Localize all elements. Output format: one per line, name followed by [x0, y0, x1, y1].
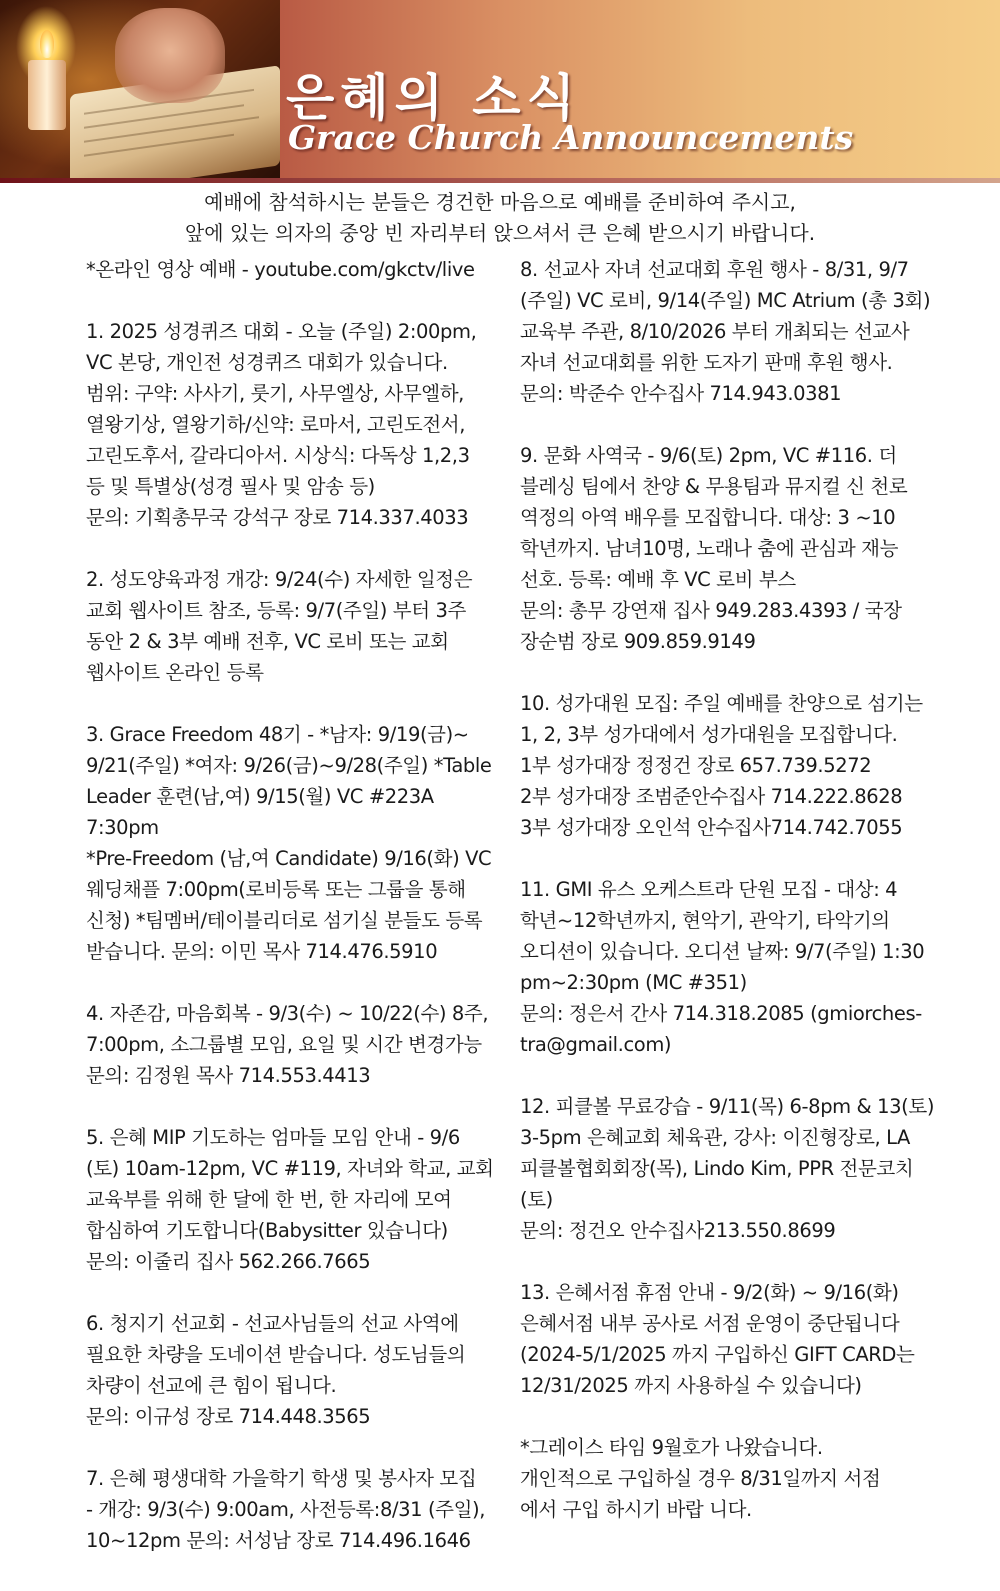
- page-title: 은혜의 소식: [286, 69, 581, 127]
- announcement-10: 10. 성가대원 모집: 주일 예배를 찬양으로 섬기는 1, 2, 3부 성가대에서 성가대원을 모집합니다. 1부 성가대장 정정건 장로 657.739.5272 2부 성가대장 조범준안수집사 714.222.8628 3부 성가대장 오인석 안수집사714.742.7055: [520, 692, 923, 839]
- candle-flame: [40, 30, 54, 58]
- announcement-5: 5. 은혜 MIP 기도하는 엄마들 모임 안내 - 9/6 (토) 10am-12pm, VC #119, 자녀와 학교, 교회 교육부를 위해 한 달에 한 번, 한 자리에 모여 합심하여 기도합니다(Babysitter 있습니다) 문의: 이줄리 집사 562.266.7665: [86, 1126, 494, 1273]
- intro-line-1: 예배에 참석하시는 분들은 경건한 마음으로 예배를 준비하여 주시고,: [204, 190, 796, 214]
- announcement-4: 4. 자존감, 마음회복 - 9/3(수) ~ 10/22(수) 8주, 7:00pm, 소그룹별 모임, 요일 및 시간 변경가능 문의: 김정원 목사 714.553.4413: [86, 1002, 489, 1087]
- intro-line-2: 앞에 있는 의자의 중앙 빈 자리부터 앉으셔서 큰 은혜 받으시기 바랍니다.: [184, 221, 816, 245]
- announcement-6: 6. 청지기 선교회 - 선교사님들의 선교 사역에 필요한 차량을 도네이션 받습니다. 성도님들의 차량이 선교에 큰 힘이 됩니다. 문의: 이규성 장로 714.448.3565: [86, 1312, 466, 1428]
- announcement-13: 13. 은혜서점 휴점 안내 - 9/2(화) ~ 9/16(화) 은혜서점 내부 공사로 서점 운영이 중단됩니다 (2024-5/1/2025 까지 구입하신 GIFT CARD는 12/31/2025 까지 사용하실 수 있습니다): [520, 1281, 915, 1397]
- header-banner: [0, 0, 1000, 178]
- header-photo: [0, 0, 280, 178]
- announcement-2: 2. 성도양육과정 개강: 9/24(수) 자세한 일정은 교회 웹사이트 참조, 등록: 9/7(주일) 부터 3주 동안 2 & 3부 예배 전후, VC 로비 또는 교회 웹사이트 온라인 등록: [86, 568, 473, 684]
- header-divider: [0, 178, 1000, 183]
- announcement-1: 1. 2025 성경퀴즈 대회 - 오늘 (주일) 2:00pm, VC 본당, 개인전 성경퀴즈 대회가 있습니다. 범위: 구약: 사사기, 룻기, 사무엘상, 사무엘하, 열왕기상, 열왕기하/신약: 로마서, 고린도전서, 고린도후서, 갈라디아서. 시상식: 다독상 1,2,3 등 및 특별상(성경 필사 및 암송 등) 문의: 기획총무국 강석구 장로 714.337.4033: [86, 320, 477, 529]
- left-column: [86, 254, 502, 1556]
- announcement-7: 7. 은혜 평생대학 가을학기 학생 및 봉사자 모집 - 개강: 9/3(수) 9:00am, 사전등록:8/31 (주일), 10~12pm 문의: 서성남 장로 714.496.1646: [86, 1467, 486, 1552]
- page-subtitle: Grace Church Announcements: [288, 118, 854, 157]
- announcement-online-worship: *온라인 영상 예배 - youtube.com/gkctv/live: [86, 258, 475, 281]
- announcement-9: 9. 문화 사역국 - 9/6(토) 2pm, VC #116. 더 블레싱 팀에서 찬양 & 무용팀과 뮤지컬 신 천로 역정의 아역 배우를 모집합니다. 대상: 3 ~10 학년까지. 남녀10명, 노래나 춤에 관심과 재능 선호. 등록: 예배 후 VC 로비 부스 문의: 총무 강연재 집사 949.283.4393 / 국장 장순범 장로 909.859.9149: [520, 444, 908, 653]
- praying-hands-image: [115, 8, 225, 103]
- announcement-8: 8. 선교사 자녀 선교대회 후원 행사 - 8/31, 9/7 (주일) VC 로비, 9/14(주일) MC Atrium (총 3회) 교육부 주관, 8/10/2026 부터 개최되는 선교사 자녀 선교대회를 위한 도자기 판매 후원 행사. 문의: 박준수 안수집사 714.943.0381: [520, 258, 931, 405]
- right-column: [520, 254, 936, 1556]
- announcements: [86, 254, 936, 1556]
- announcement-12: 12. 피클볼 무료강습 - 9/11(목) 6-8pm & 13(토) 3-5pm 은혜교회 체육관, 강사: 이진형장로, LA 피클볼협회회장(목), Lindo Kim, PPR 전문코치(토) 문의: 정건오 안수집사213.550.8699: [520, 1095, 935, 1242]
- announcement-grace-time: *그레이스 타임 9월호가 나왔습니다. 개인적으로 구입하실 경우 8/31일까지 서점 에서 구입 하시기 바랍 니다.: [520, 1436, 881, 1521]
- announcement-3: 3. Grace Freedom 48기 - *남자: 9/19(금)~ 9/21(주일) *여자: 9/26(금)~9/28(주일) *Table Leader 훈련(남,여) 9/15(월) VC #223A 7:30pm *Pre-Freedom (남,여 Candidate) 9/16(화) VC 웨딩채플 7:00pm(로비등록 또는 그룹을 통해 신청) *팀멤버/테이블리더로 섬기실 분들도 등록 받습니다. 문의: 이민 목사 714.476.5910: [86, 723, 492, 963]
- intro-text: [0, 187, 1000, 249]
- announcement-11: 11. GMI 유스 오케스트라 단원 모집 - 대상: 4 학년~12학년까지, 현악기, 관악기, 타악기의 오디션이 있습니다. 오디션 날짜: 9/7(주일) 1:30 pm~2:30pm (MC #351) 문의: 정은서 간사 714.318.2085 (gmiorches- tra@gmail.com): [520, 878, 925, 1056]
- candle-image: [28, 60, 66, 130]
